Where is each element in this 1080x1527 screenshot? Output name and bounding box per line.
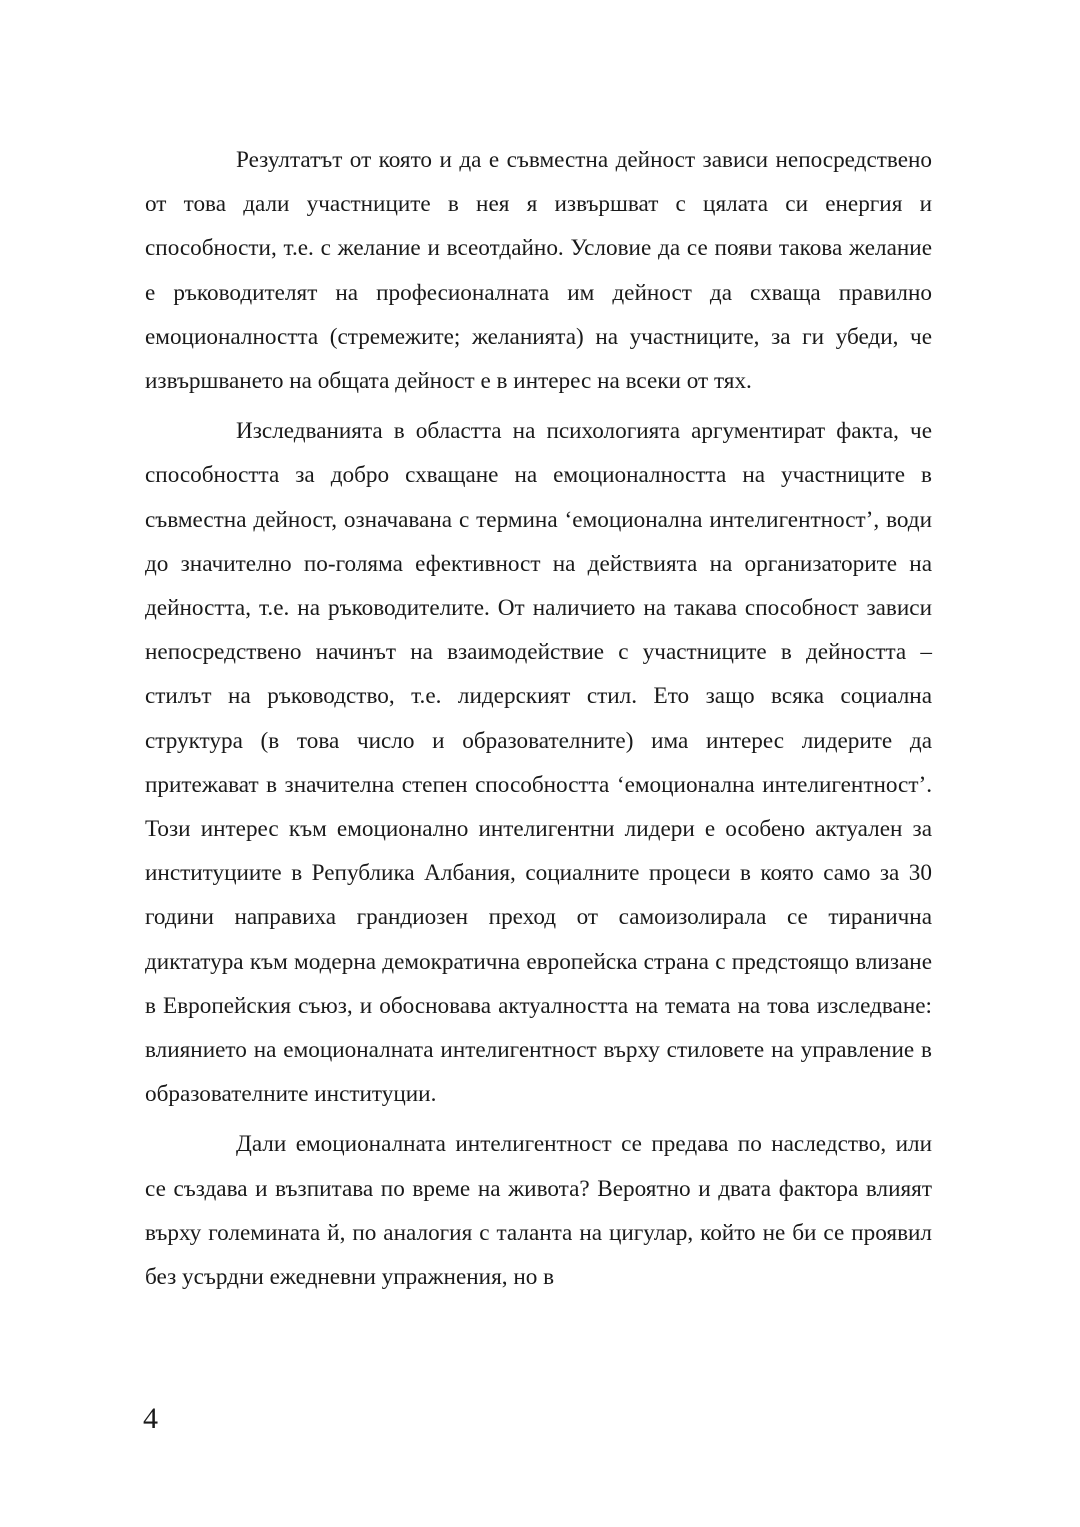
body-text: [145, 138, 932, 1305]
page-number: 4: [143, 1402, 158, 1435]
paragraph-1: Резултатът от която и да е съвместна дейност зависи непосредствено от това дали участниците в нея я извършват с цялата си енергия и способности, т.е. с желание и всеотдайно. Условие да се появи такова желание е ръководителят на професионалната им дейност да схваща правилно емоционалността (стремежите; желанията) на участниците, за ги убеди, че извършването на общата дейност е в интерес на всеки от тях.: [145, 147, 932, 395]
paragraph-2: Изследванията в областта на психологията аргументират факта, че способността за добро схващане на емоционалността на участниците в съвместна дейност, означавана с термина ‘емоционална интелигентност’, води до значително по-голяма ефективност на действията на организаторите на дейността, т.е. на ръководителите. От наличието на такава способност зависи непосредствено начинът на взаимодействие с участниците в дейността – стилът на ръководство, т.е. лидерският стил. Ето защо всяка социална структура (в това число и образователните) има интерес лидерите да притежават в значителна степен способността ‘емоционална интелигентност’. Този интерес към емоционално интелигентни лидери е особено актуален за институциите в Република Албания, социалните процеси в която само за 30 години направиха грандиозен преход от самоизолирала се тиранична диктатура към модерна демократична европейска страна с предстоящо влизане в Европейския съюз, и обосновава актуалността на темата на това изследване: влиянието на емоционалната интелигентност върху стиловете на управление в образователните институции.: [145, 418, 932, 1108]
paragraph-3: Дали емоционалната интелигентност се предава по наследство, или се създава и възпитава по време на живота? Вероятно и двата фактора влияят върху големината й, по аналогия с таланта на цигулар, който не би се проявил без усърдни ежедневни упражнения, но в: [145, 1131, 932, 1291]
